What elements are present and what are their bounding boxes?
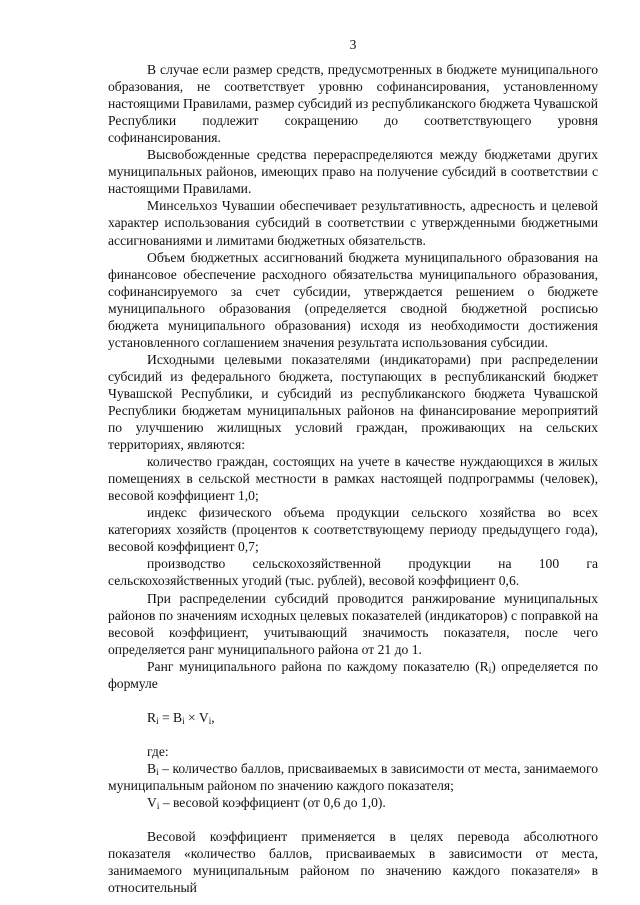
paragraph-10-after: ) определяется по формуле [108, 658, 599, 691]
spacer [108, 726, 598, 743]
definition-v [108, 794, 598, 811]
spacer [108, 692, 598, 709]
formula-r-subscript: i [156, 715, 159, 726]
paragraph-7: индекс физического объема продукции сельского хозяйства во всех категориях хозяйств (процентов к соответствующему периоду предыдущего года), весовой коэффициент 0,7; [108, 505, 598, 555]
page-number: 3 [349, 37, 357, 52]
formula-v-subscript: i [208, 715, 212, 726]
paragraph-8: производство сельскохозяйственной продукции на 100 га сельскохозяйственных угодий (тыс. рублей), весовой коэффициент 0,6. [108, 556, 598, 589]
definition-b-subscript: i [156, 766, 159, 777]
paragraph-2: Высвобожденные средства перераспределяются между бюджетами других муниципальных районов, имеющих право на получение субсидий в соответствии с настоящими Правилами. [108, 147, 598, 197]
paragraph-5: Исходными целевыми показателями (индикаторами) при распределении субсидий из федерального бюджета, поступающих в республиканский бюджет Чувашской Республики, и субсидий из республиканского бюджета Чувашской Республики бюджетам муниципальных районов на финансирование мероприятий по улучшению жилищных условий граждан, проживающих на сельских территориях, являются: [108, 351, 598, 453]
paragraph-10-before: Ранг муниципального района по каждому показателю (R [147, 658, 489, 674]
definition-v-text: – весовой коэффициент (от 0,6 до 1,0). [159, 794, 386, 810]
formula-times-v: × V [184, 709, 209, 725]
where-label: где: [147, 743, 169, 759]
formula-eq-b: = B [158, 709, 183, 725]
formula-r: R [147, 709, 157, 725]
paragraph-6: количество граждан, состоящих на учете в качестве нуждающихся в жилых помещениях в сельской местности в рамках настоящей подпрограммы (человек), весовой коэффициент 1,0; [108, 454, 598, 504]
formula-end: , [211, 709, 215, 725]
formula-b-subscript: i [182, 715, 185, 726]
spacer [108, 811, 598, 828]
definition-v-subscript: i [156, 800, 160, 811]
paragraph-1: В случае если размер средств, предусмотренных в бюджете муниципального образования, не соответствует уровню софинансирования, установленному настоящими Правилами, размер субсидий из республиканского бюджета Чувашской Республики подлежит сокращению до соответствующего уровня софинансирования. [108, 62, 598, 146]
formula [108, 709, 598, 726]
paragraph-10-subscript: i [488, 664, 492, 675]
paragraph-9: При распределении субсидий проводится ранжирование муниципальных районов по значениям исходных целевых показателей (индикаторов) с поправкой на весовой коэффициент, учитывающий значимость показателя, после чего определяется ранг муниципального района от 21 до 1. [108, 590, 598, 657]
paragraph-4: Объем бюджетных ассигнований бюджета муниципального образования на финансовое обеспечение расходного обязательства муниципального образования, софинансируемого за счет субсидии, утверждается решением о бюджете муниципального образования (определяется сводной бюджетной росписью бюджета муниципального образования) исходя из необходимости достижения установленного соглашением значения результата использования субсидии. [108, 249, 598, 350]
definition-v-symbol: V [147, 794, 157, 810]
paragraph-10 [108, 658, 598, 692]
paragraph-11: Весовой коэффициент применяется в целях перевода абсолютного показателя «количество баллов, присваиваемых в зависимости от места, занимаемого муниципальным районом по значению каждого показателя» в относительный [108, 829, 598, 896]
definition-b [108, 760, 598, 794]
definition-b-text: – количество баллов, присваиваемых в зависимости от места, занимаемого муниципальным районом по значению каждого показателя; [108, 760, 598, 793]
paragraph-3: Минсельхоз Чувашии обеспечивает результативность, адресность и целевой характер использования субсидий в соответствии с утвержденными бюджетными ассигнованиями и лимитами бюджетных обязательств. [108, 198, 598, 248]
document-page [108, 36, 598, 896]
definition-b-symbol: B [147, 760, 157, 776]
